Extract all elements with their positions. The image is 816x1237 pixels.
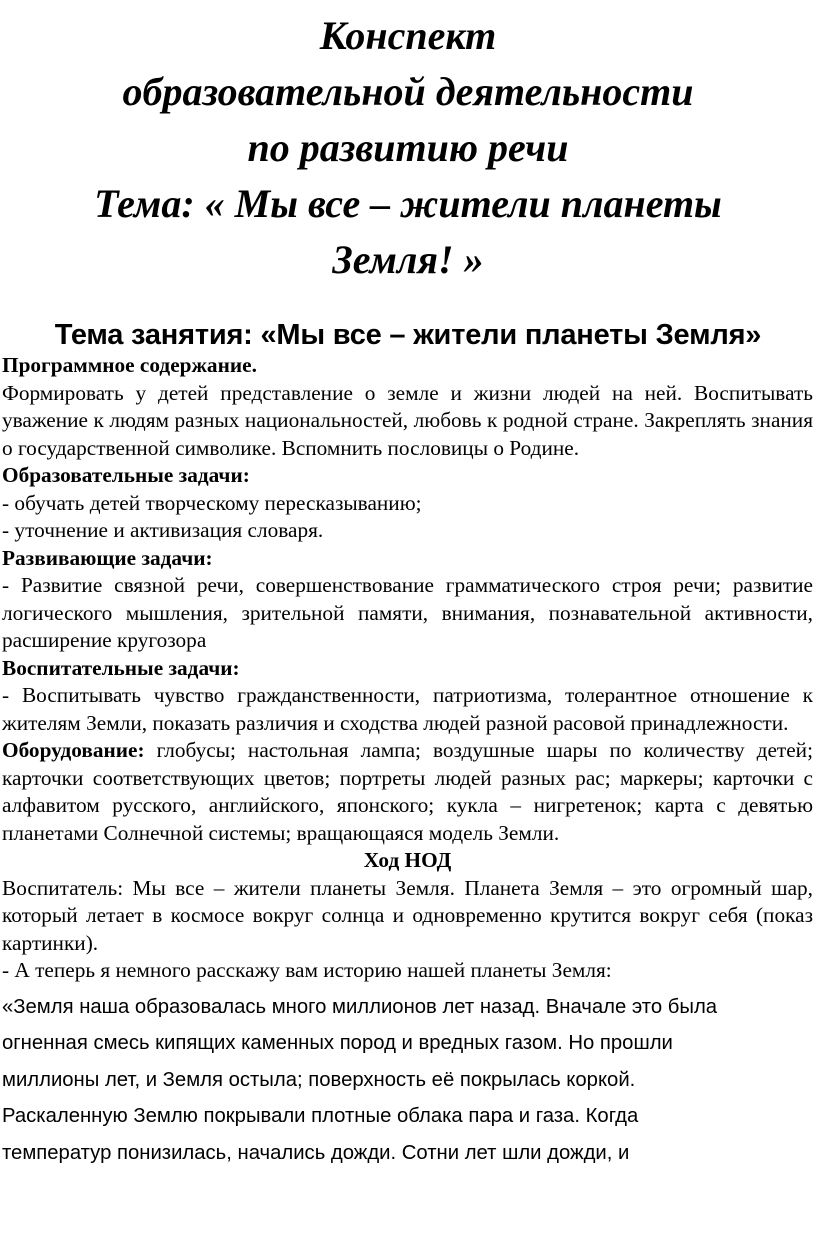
title-line: Земля! » bbox=[332, 237, 484, 282]
story-line: огненная смесь кипящих каменных пород и вредных газом. Но прошли bbox=[2, 1032, 673, 1054]
educational-heading: Образовательные задачи: bbox=[2, 463, 250, 487]
title-line: по развитию речи bbox=[247, 125, 569, 170]
equipment-heading: Оборудование: bbox=[2, 738, 145, 762]
educational-item: - уточнение и активизация словаря. bbox=[2, 518, 324, 542]
story-line: «Земля наша образовалась много миллионов лет назад. Вначале это была bbox=[2, 995, 718, 1018]
upbringing-heading: Воспитательные задачи: bbox=[2, 655, 240, 680]
program-heading: Программное содержание. bbox=[2, 353, 257, 377]
document-title bbox=[0, 0, 816, 288]
story-line: Раскаленную Землю покрывали плотные облака пара и газа. Когда bbox=[2, 1105, 639, 1127]
developmental-heading: Развивающие задачи: bbox=[2, 545, 213, 570]
title-line: Конспект bbox=[319, 13, 497, 58]
lesson-topic: Тема занятия: «Мы все – жители планеты Земля» bbox=[54, 319, 762, 351]
earth-story bbox=[0, 985, 816, 1172]
title-line: Тема: « Мы все – жители планеты bbox=[94, 181, 722, 226]
program-section bbox=[2, 352, 813, 462]
title-line: образовательной деятельности bbox=[122, 69, 694, 114]
course-heading: Ход НОД bbox=[363, 848, 452, 872]
course-paragraph: - А теперь я немного расскажу вам историю нашей планеты Земля: bbox=[2, 958, 612, 982]
program-text: Формировать у детей представление о земле и жизни людей на ней. Воспитывать уважение к людям разных национальностей, любовь к родной стране. Закреплять знания о государственной символике. Вспомнить пословицы о Родине. bbox=[2, 380, 813, 460]
equipment-text: глобусы; настольная лампа; воздушные шары по количеству детей; карточки соответствующих цветов; портреты людей разных рас; маркеры; карточки с алфавитом русского, английского, японского; кукла – нигретенок; карта с девятью планетами Солнечной системы; вращающаяся модель Земли. bbox=[2, 738, 813, 845]
developmental-text: - Развитие связной речи, совершенствование грамматического строя речи; развитие логического мышления, зрительной памяти, внимания, познавательной активности, расширение кругозора bbox=[2, 573, 813, 652]
educational-section bbox=[2, 462, 813, 545]
developmental-section bbox=[2, 545, 813, 655]
story-line: температур понизилась, начались дожди. Сотни лет шли дожди, и bbox=[2, 1141, 630, 1164]
course-paragraph: Воспитатель: Мы все – жители планеты Земля. Планета Земля – это огромный шар, который летает в космосе вокруг солнца и одновременно крутится вокруг себя (показ картинки). bbox=[2, 875, 813, 955]
story-line: миллионы лет, и Земля остыла; поверхность её покрылась коркой. bbox=[2, 1068, 636, 1091]
document-body bbox=[0, 352, 816, 985]
educational-item: - обучать детей творческому пересказыванию; bbox=[2, 490, 422, 515]
upbringing-section bbox=[2, 655, 813, 738]
equipment-section bbox=[2, 737, 813, 847]
upbringing-text: - Воспитывать чувство гражданственности, патриотизма, толерантное отношение к жителям Земли, показать различия и сходства людей разной расовой принадлежности. bbox=[2, 683, 813, 735]
